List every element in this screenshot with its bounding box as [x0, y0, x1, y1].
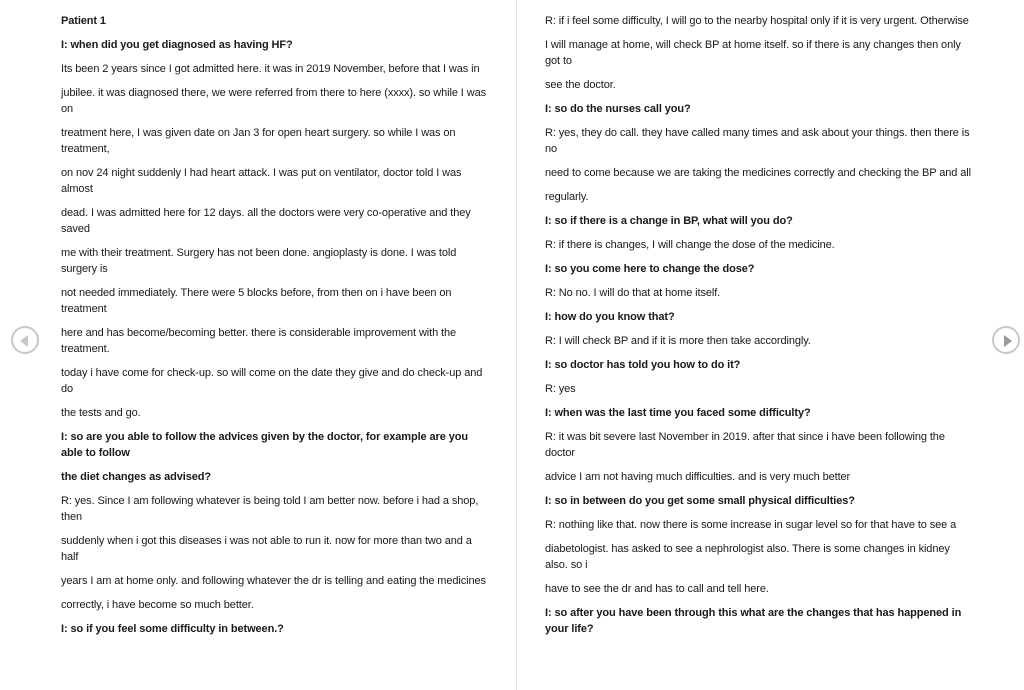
transcript-paragraph: advice I am not having much difficulties. and is very much better [545, 471, 851, 483]
transcript-paragraph: dead. I was admitted here for 12 days. all the doctors were very co-operative and they saved [61, 207, 471, 235]
transcript-paragraph: R: if there is changes, I will change the dose of the medicine. [545, 239, 835, 251]
interview-question: I: so do the nurses call you? [545, 103, 691, 115]
transcript-paragraph: on nov 24 night suddenly I had heart attack. I was put on ventilator, doctor told I was almost [61, 167, 462, 195]
transcript-paragraph: correctly, i have become so much better. [61, 599, 254, 611]
interview-question: I: how do you know that? [545, 311, 675, 323]
interview-question: the diet changes as advised? [61, 471, 212, 483]
transcript-paragraph: need to come because we are taking the medicines correctly and checking the BP and all [545, 167, 971, 179]
transcript-paragraph: Its been 2 years since I got admitted here. it was in 2019 November, before that I was in [61, 63, 480, 75]
transcript-paragraph: diabetologist. has asked to see a nephrologist also. There is some changes in kidney also. so i [545, 543, 950, 571]
transcript-paragraph: have to see the dr and has to call and tell here. [545, 583, 769, 595]
transcript-paragraph: R: No no. I will do that at home itself. [545, 287, 721, 299]
transcript-paragraph: R: yes. Since I am following whatever is being told I am better now. before i had a shop, then [61, 495, 479, 523]
previous-page-button[interactable] [11, 326, 39, 354]
transcript-paragraph: R: yes, they do call. they have called many times and ask about your things. then there is no [545, 127, 970, 155]
transcript-paragraph: today i have come for check-up. so will come on the date they give and do check-up and do [61, 367, 483, 395]
right-page-text [545, 13, 975, 645]
interview-question: I: so are you able to follow the advices given by the doctor, for example are you able to follow [61, 431, 468, 459]
transcript-paragraph: me with their treatment. Surgery has not been done. angioplasty is done. I was told surgery is [61, 247, 457, 275]
transcript-paragraph: R: yes [545, 383, 576, 395]
interview-question: I: so you come here to change the dose? [545, 263, 755, 275]
transcript-paragraph: regularly. [545, 191, 589, 203]
transcript-paragraph: R: nothing like that. now there is some increase in sugar level so for that have to see a [545, 519, 957, 531]
transcript-paragraph: jubilee. it was diagnosed there, we were referred from there to here (xxxx). so while I was on [61, 87, 486, 115]
chevron-right-icon [1004, 335, 1012, 347]
transcript-paragraph: treatment here, I was given date on Jan 3 for open heart surgery. so while I was on treatment, [61, 127, 456, 155]
interview-question: I: so after you have been through this what are the changes that has happened in your life? [545, 607, 962, 635]
interview-question: I: when did you get diagnosed as having HF? [61, 39, 293, 51]
transcript-paragraph: R: I will check BP and if it is more then take accordingly. [545, 335, 811, 347]
transcript-paragraph: I will manage at home, will check BP at home itself. so if there is any changes then only got to [545, 39, 961, 67]
next-page-button[interactable] [992, 326, 1020, 354]
interview-question: I: so doctor has told you how to do it? [545, 359, 741, 371]
interview-question: I: so in between do you get some small physical difficulties? [545, 495, 855, 507]
transcript-paragraph: see the doctor. [545, 79, 616, 91]
interview-question: I: so if there is a change in BP, what will you do? [545, 215, 793, 227]
transcript-paragraph: here and has become/becoming better. there is considerable improvement with the treatment. [61, 327, 457, 355]
transcript-paragraph: R: it was bit severe last November in 2019. after that since i have been following the doctor [545, 431, 945, 459]
transcript-paragraph: R: if i feel some difficulty, I will go to the nearby hospital only if it is very urgent. Otherwise [545, 15, 969, 27]
transcript-paragraph: suddenly when i got this diseases i was not able to run it. now for more than two and a half [61, 535, 472, 563]
transcript-paragraph: the tests and go. [61, 407, 141, 419]
transcript-paragraph: not needed immediately. There were 5 blocks before, from then on i have been on treatment [61, 287, 452, 315]
right-page [517, 0, 1024, 690]
transcript-paragraph: years I am at home only. and following whatever the dr is telling and eating the medicines [61, 575, 486, 587]
chevron-left-icon [20, 335, 28, 347]
left-page-text [61, 13, 489, 645]
interview-question: I: when was the last time you faced some difficulty? [545, 407, 811, 419]
interview-question: Patient 1 [61, 15, 106, 27]
interview-question: I: so if you feel some difficulty in between.? [61, 623, 284, 635]
